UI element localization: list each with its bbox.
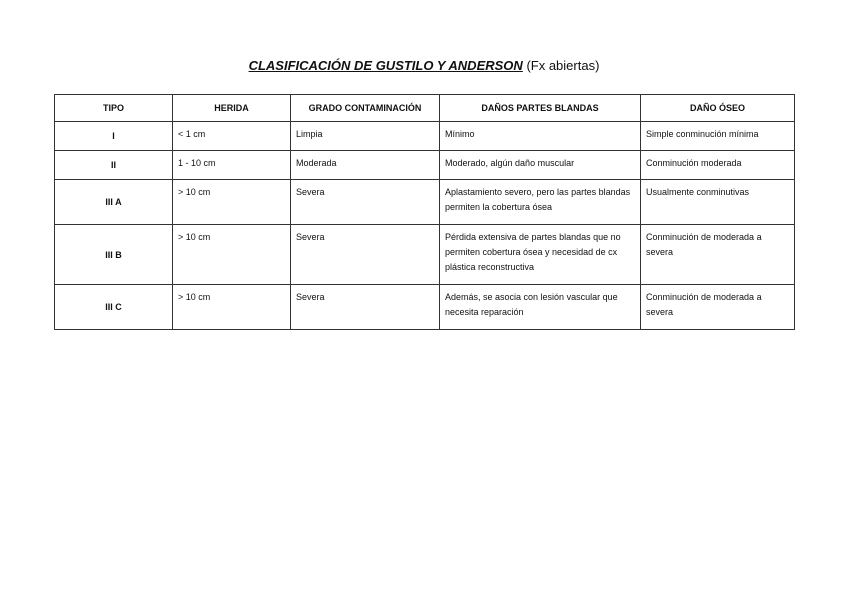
title-main: CLASIFICACIÓN DE GUSTILO Y ANDERSON [248,58,523,73]
gustilo-anderson-table [54,94,795,330]
cell-partes-blandas: Mínimo [440,122,641,151]
table-row [55,285,795,330]
cell-contaminacion: Severa [291,225,440,285]
table-row [55,122,795,151]
cell-partes-blandas: Moderado, algún daño muscular [440,151,641,180]
cell-contaminacion: Severa [291,285,440,330]
cell-tipo: III A [55,180,173,225]
cell-dano-oseo: Conminución de moderada a severa [641,225,795,285]
cell-tipo: I [55,122,173,151]
header-tipo: TIPO [55,95,173,122]
cell-contaminacion: Severa [291,180,440,225]
title-subtitle: (Fx abiertas) [526,58,600,73]
cell-herida: < 1 cm [173,122,291,151]
cell-contaminacion: Moderada [291,151,440,180]
header-danos-partes-blandas: DAÑOS PARTES BLANDAS [440,95,641,122]
cell-herida: > 10 cm [173,225,291,285]
document-title [0,58,848,74]
table-row [55,180,795,225]
cell-dano-oseo: Conminución moderada [641,151,795,180]
table-row [55,225,795,285]
table-row [55,151,795,180]
cell-partes-blandas: Aplastamiento severo, pero las partes blandas permiten la cobertura ósea [440,180,641,225]
cell-tipo: II [55,151,173,180]
cell-herida: > 10 cm [173,285,291,330]
cell-tipo: III C [55,285,173,330]
header-herida: HERIDA [173,95,291,122]
cell-tipo: III B [55,225,173,285]
cell-partes-blandas: Además, se asocia con lesión vascular que necesita reparación [440,285,641,330]
table-header-row [55,95,795,122]
cell-herida: 1 - 10 cm [173,151,291,180]
cell-partes-blandas: Pérdida extensiva de partes blandas que no permiten cobertura ósea y necesidad de cx plástica reconstructiva [440,225,641,285]
cell-herida: > 10 cm [173,180,291,225]
cell-contaminacion: Limpia [291,122,440,151]
cell-dano-oseo: Simple conminución mínima [641,122,795,151]
cell-dano-oseo: Conminución de moderada a severa [641,285,795,330]
header-dano-oseo: DAÑO ÓSEO [641,95,795,122]
header-grado-contaminacion: GRADO CONTAMINACIÓN [291,95,440,122]
cell-dano-oseo: Usualmente conminutivas [641,180,795,225]
